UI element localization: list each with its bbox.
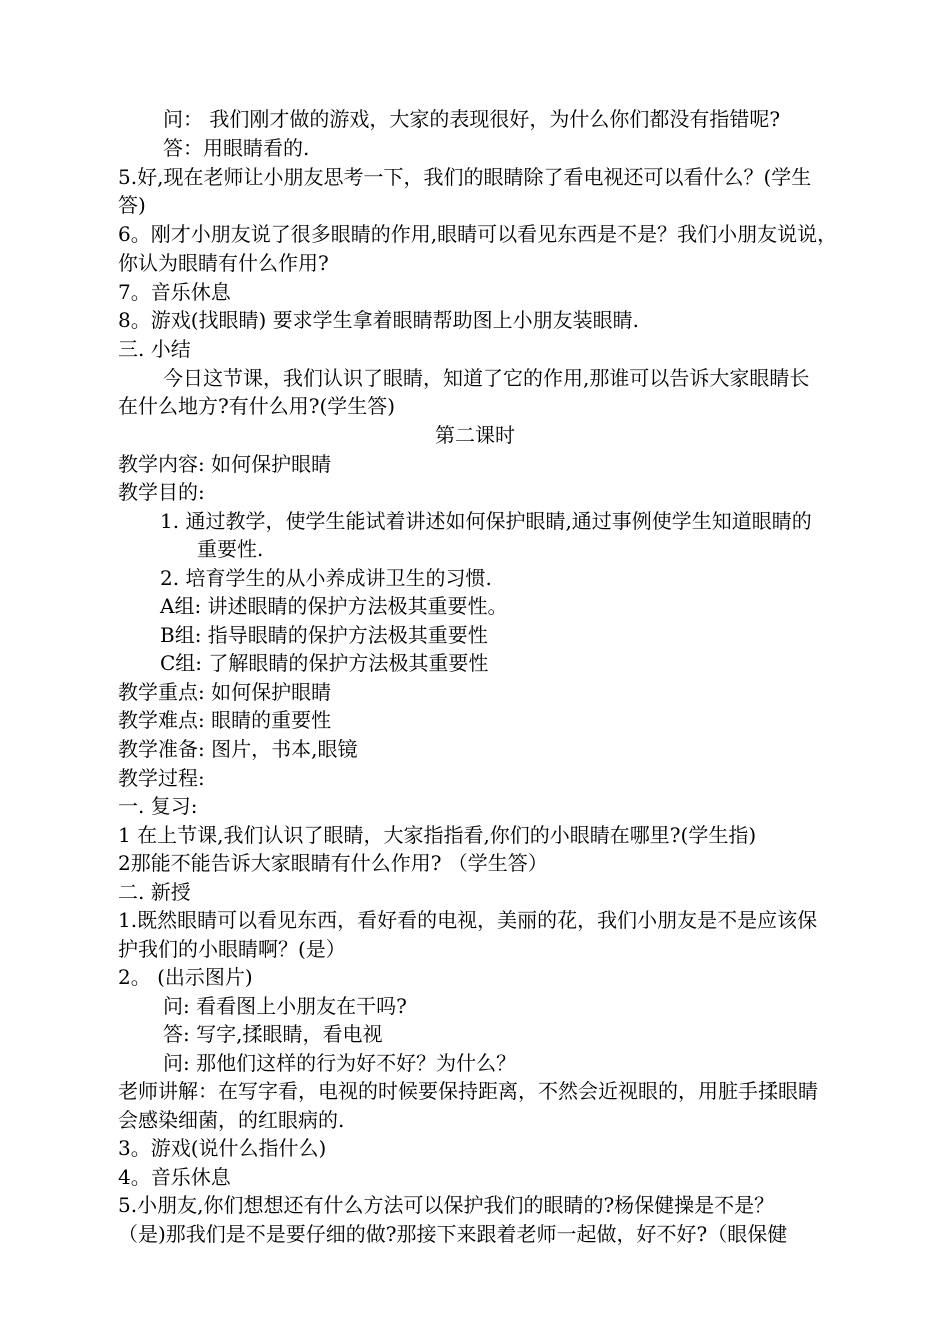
paragraph-line: 5.小朋友,你们想想还有什么方法可以保护我们的眼睛的?杨保健操是不是？ bbox=[118, 1193, 775, 1217]
group-a-line: A组: 讲述眼睛的保护方法极其重要性。 bbox=[160, 594, 508, 618]
paragraph-line: 今日这节课，我们认识了眼睛，知道了它的作用,那谁可以告诉大家眼睛长 bbox=[163, 366, 810, 390]
paragraph-line: （是)那我们是不是要仔细的做?那接下来跟着老师一起做，好不好?（眼保健 bbox=[118, 1222, 788, 1246]
teaching-goal-heading: 教学目的: bbox=[118, 480, 205, 504]
paragraph-line: 1.既然眼睛可以看见东西，看好看的电视，美丽的花，我们小朋友是不是应该保 bbox=[118, 908, 818, 932]
paragraph-line: 答) bbox=[118, 193, 146, 217]
section-heading: 一. 复习: bbox=[118, 794, 198, 818]
goal-item: 1. 通过教学，使学生能试着讲述如何保护眼睛,通过事例使学生知道眼睛的 bbox=[160, 509, 812, 533]
difficulty-line: 教学难点: 眼睛的重要性 bbox=[118, 708, 332, 732]
paragraph-line: 在什么地方?有什么用?(学生答) bbox=[118, 394, 396, 418]
paragraph-line: 2。 (出示图片) bbox=[118, 965, 253, 989]
key-point-line: 教学重点: 如何保护眼睛 bbox=[118, 680, 332, 704]
paragraph-line: 7。音乐休息 bbox=[118, 280, 231, 304]
question-line: 问: 那他们这样的行为好不好？为什么？ bbox=[163, 1051, 517, 1075]
question-line: 问： 我们刚才做的游戏，大家的表现很好，为什么你们都没有指错呢? bbox=[163, 107, 781, 131]
goal-item-continued: 重要性. bbox=[197, 537, 264, 561]
paragraph-line: 老师讲解：在写字看，电视的时候要保持距离，不然会近视眼的，用脏手揉眼睛 bbox=[118, 1079, 818, 1103]
paragraph-line: 6。刚才小朋友说了很多眼睛的作用,眼睛可以看见东西是不是？我们小朋友说说， bbox=[118, 222, 838, 246]
paragraph-line: 8。游戏(找眼睛) 要求学生拿着眼睛帮助图上小朋友装眼睛. bbox=[118, 308, 640, 332]
paragraph-line: 护我们的小眼睛啊？(是） bbox=[118, 937, 346, 961]
answer-line: 答: 写字,揉眼睛，看电视 bbox=[163, 1022, 383, 1046]
goal-item: 2. 培育学生的从小养成讲卫生的习惯. bbox=[160, 566, 492, 590]
paragraph-line: 3。游戏(说什么指什么) bbox=[118, 1136, 327, 1160]
section-heading: 二. 新授 bbox=[118, 880, 191, 904]
group-b-line: B组: 指导眼睛的保护方法极其重要性 bbox=[160, 623, 488, 647]
paragraph-line: 1 在上节课,我们认识了眼睛，大家指指看,你们的小眼睛在哪里?(学生指) bbox=[118, 823, 757, 847]
lesson-title: 第二课时 bbox=[435, 423, 515, 447]
preparation-line: 教学准备: 图片，书本,眼镜 bbox=[118, 737, 358, 761]
group-c-line: C组: 了解眼睛的保护方法极其重要性 bbox=[160, 651, 489, 675]
process-heading: 教学过程: bbox=[118, 766, 205, 790]
section-heading: 三. 小结 bbox=[118, 337, 191, 361]
paragraph-line: 会感染细菌，的红眼病的. bbox=[118, 1108, 345, 1132]
paragraph-line: 你认为眼睛有什么作用? bbox=[118, 251, 329, 275]
paragraph-line: 5.好,现在老师让小朋友思考一下，我们的眼睛除了看电视还可以看什么？(学生 bbox=[118, 165, 812, 189]
question-line: 问: 看看图上小朋友在干吗? bbox=[163, 994, 407, 1018]
paragraph-line: 4。音乐休息 bbox=[118, 1165, 231, 1189]
answer-line: 答：用眼睛看的. bbox=[163, 136, 310, 160]
paragraph-line: 2那能不能告诉大家眼睛有什么作用? （学生答） bbox=[118, 851, 548, 875]
teaching-content: 教学内容: 如何保护眼睛 bbox=[118, 452, 332, 476]
